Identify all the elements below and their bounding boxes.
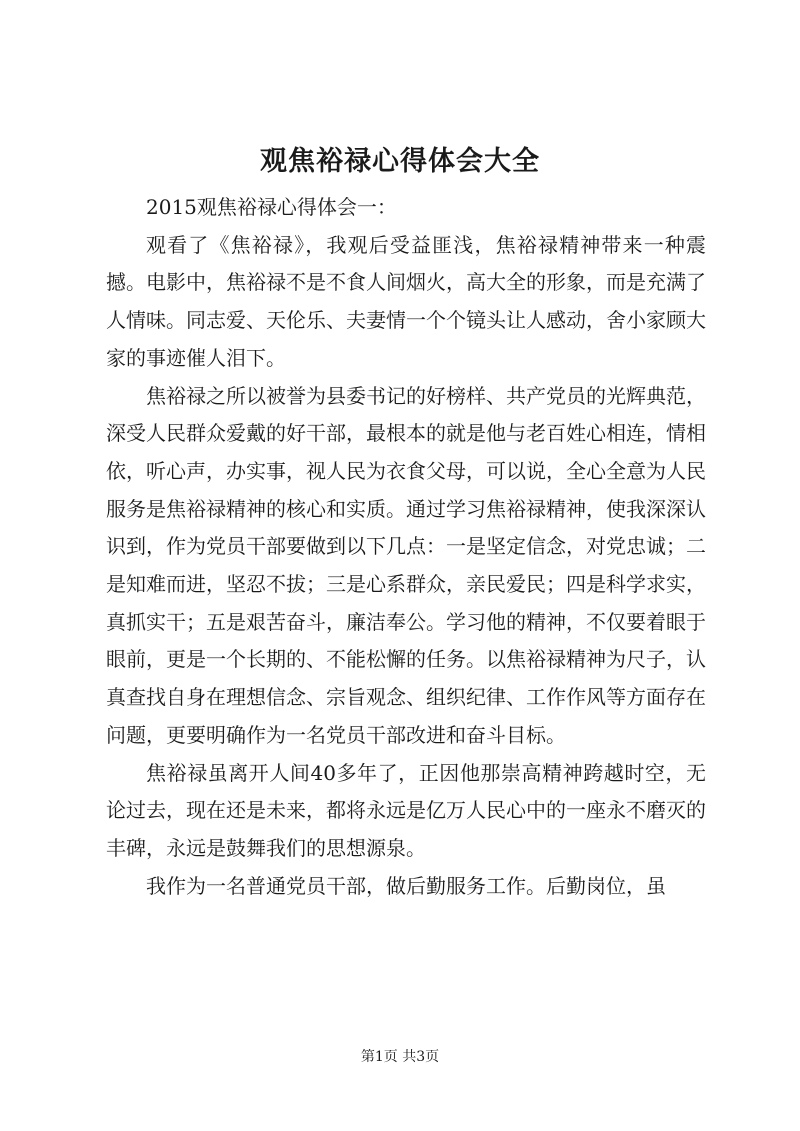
document-body (106, 189, 706, 905)
paragraph: 我作为一名普通党员干部，做后勤服务工作。后勤岗位，虽 (146, 873, 666, 898)
paragraph-intro-heading: 2015观焦裕禄心得体会一： (146, 195, 397, 219)
paragraph: 观看了《焦裕禄》，我观后受益匪浅，焦裕禄精神带来一种震撼。电影中，焦裕禄不是不食人间烟火，高大全的形象，而是充满了人情味。同志爱、天伦乐、夫妻情一个个镜头让人感动，舍小家顾大家的事迹催人泪下。 (106, 232, 706, 370)
paragraph: 焦裕禄之所以被誉为县委书记的好榜样、共产党员的光辉典范，深受人民群众爱戴的好干部，最根本的就是他与老百姓心相连，情相依，听心声，办实事，视人民为衣食父母，可以说，全心全意为人民服务是焦裕禄精神的核心和实质。通过学习焦裕禄精神，使我深深认识到，作为党员干部要做到以下几点：一是坚定信念，对党忠诚；二是知难而进，坚忍不拔；三是心系群众，亲民爱民；四是科学求实，真抓实干；五是艰苦奋斗，廉洁奉公。学习他的精神，不仅要着眼于眼前，更是一个长期的、不能松懈的任务。以焦裕禄精神为尺子，认真查找自身在理想信念、宗旨观念、组织纪律、工作作风等方面存在问题，更要明确作为一名党员干部改进和奋斗目标。 (106, 383, 706, 747)
page-footer: 第1页 共3页 (360, 1049, 440, 1065)
document-title: 观焦裕禄心得体会大全 (260, 146, 540, 177)
paragraph: 焦裕禄虽离开人间40多年了，正因他那崇高精神跨越时空，无论过去，现在还是未来，都将永远是亿万人民心中的一座永不磨灭的丰碑，永远是鼓舞我们的思想源泉。 (106, 760, 706, 860)
